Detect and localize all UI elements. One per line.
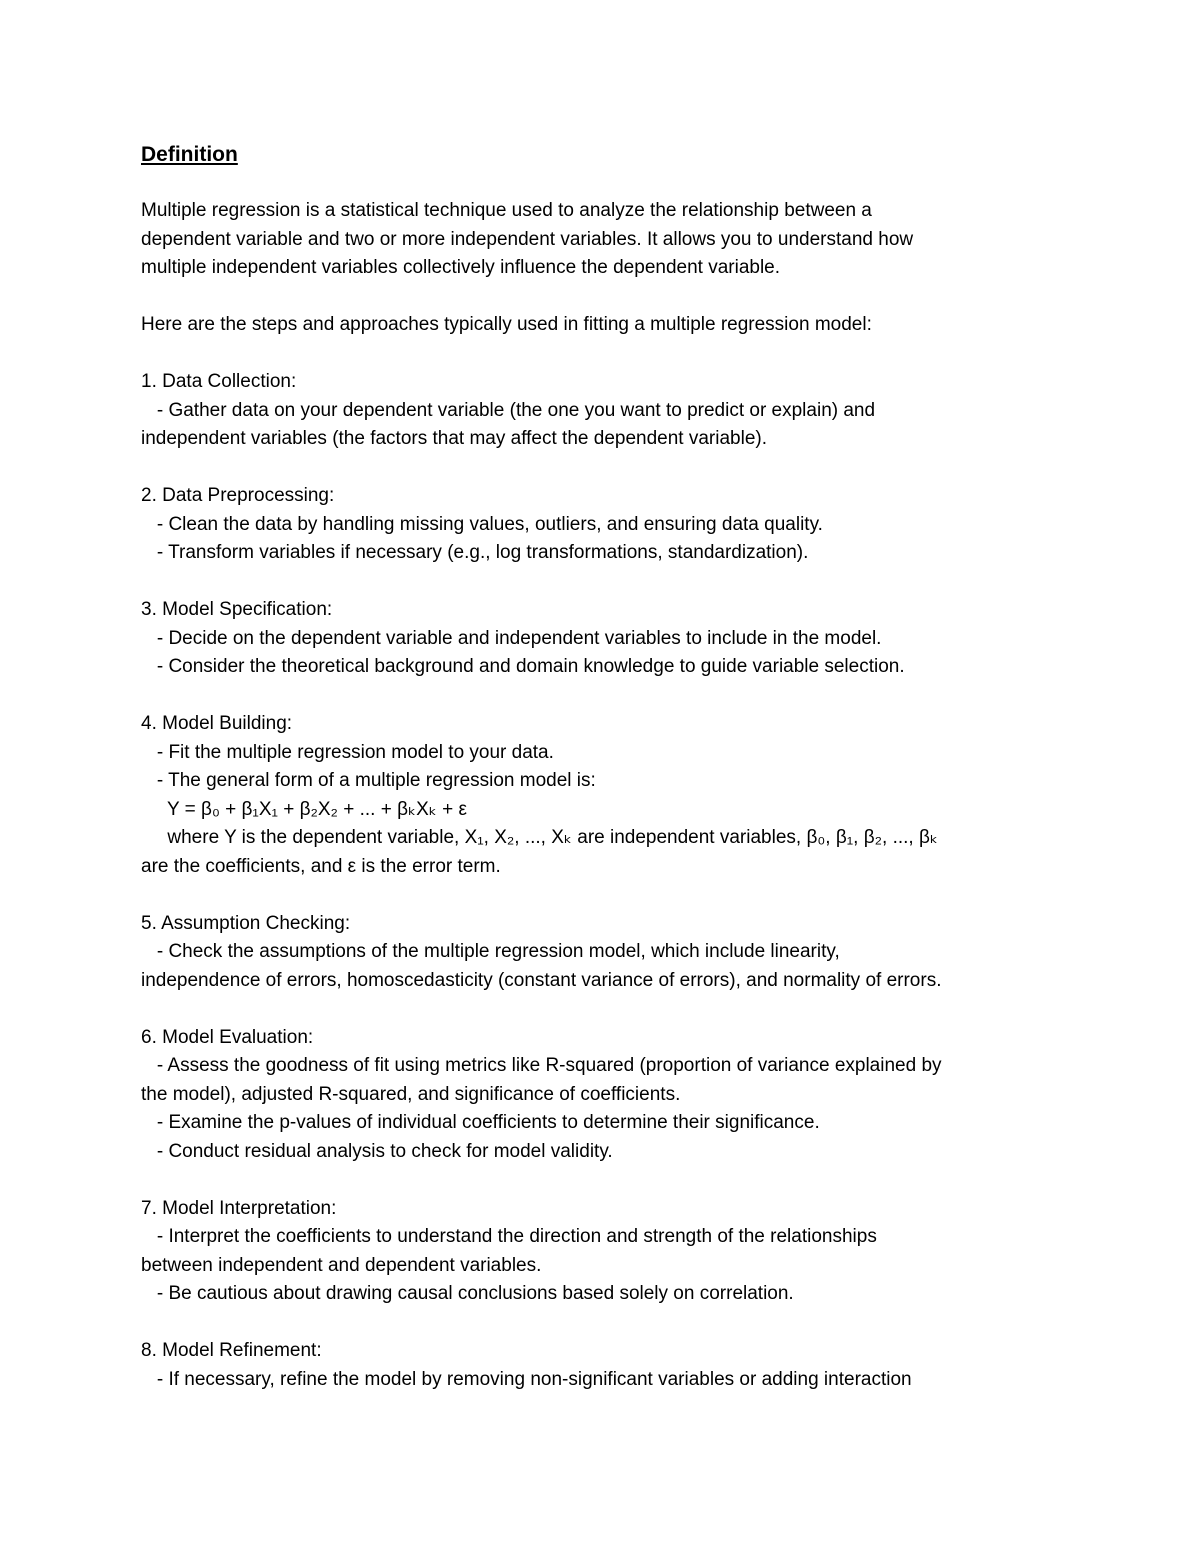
step-line: - Decide on the dependent variable and independent variables to include in the model. <box>141 627 882 649</box>
step-line: - Be cautious about drawing causal conclusions based solely on correlation. <box>141 1283 794 1304</box>
step-title: 8. Model Refinement: <box>141 1340 322 1361</box>
step-model-building <box>141 710 1061 881</box>
step-assumption-checking <box>141 910 1061 996</box>
step-line: between independent and dependent variables. <box>141 1254 542 1276</box>
intro-line: multiple independent variables collectively influence the dependent variable. <box>141 257 781 278</box>
step-line: - Assess the goodness of fit using metrics like R-squared (proportion of variance explained by <box>141 1055 942 1076</box>
step-title: 3. Model Specification: <box>141 599 333 620</box>
intro-paragraph <box>141 197 1061 283</box>
step-model-evaluation <box>141 1024 1061 1167</box>
step-data-collection <box>141 368 1061 454</box>
step-title: 7. Model Interpretation: <box>141 1197 337 1219</box>
steps-intro-line: Here are the steps and approaches typically used in fitting a multiple regression model: <box>141 314 872 335</box>
step-line: - Gather data on your dependent variable (the one you want to predict or explain) and <box>141 399 876 421</box>
step-line: - Interpret the coefficients to understand the direction and strength of the relationships <box>141 1226 877 1247</box>
step-line: - Transform variables if necessary (e.g., log transformations, standardization). <box>141 542 809 563</box>
intro-line: Multiple regression is a statistical technique used to analyze the relationship between a <box>141 200 872 221</box>
regression-formula: Y = β₀ + β₁X₁ + β₂X₂ + ... + βₖXₖ + ε <box>141 798 467 820</box>
step-line: are the coefficients, and ε is the error term. <box>141 855 501 877</box>
step-data-preprocessing <box>141 482 1061 568</box>
step-line: - Clean the data by handling missing values, outliers, and ensuring data quality. <box>141 513 823 535</box>
step-line: - The general form of a multiple regression model is: <box>141 770 596 791</box>
step-title: 5. Assumption Checking: <box>141 912 351 934</box>
step-line: - Fit the multiple regression model to your data. <box>141 741 554 763</box>
step-model-refinement <box>141 1337 1061 1394</box>
step-line: - Conduct residual analysis to check for model validity. <box>141 1140 613 1162</box>
steps-intro <box>141 311 1061 340</box>
step-title: 6. Model Evaluation: <box>141 1026 314 1048</box>
step-line: independence of errors, homoscedasticity (constant variance of errors), and normality of errors. <box>141 969 942 991</box>
step-line: - If necessary, refine the model by removing non-significant variables or adding interaction <box>141 1368 912 1390</box>
step-model-interpretation <box>141 1195 1061 1309</box>
step-line: where Y is the dependent variable, X₁, X₂, ..., Xₖ are independent variables, β₀, β₁, β₂, ..., βₖ <box>141 827 939 848</box>
step-line: - Check the assumptions of the multiple regression model, which include linearity, <box>141 941 840 962</box>
document-body <box>141 139 1061 1394</box>
step-line: - Consider the theoretical background and domain knowledge to guide variable selection. <box>141 656 905 677</box>
step-line: - Examine the p-values of individual coefficients to determine their significance. <box>141 1112 820 1133</box>
step-line: independent variables (the factors that may affect the dependent variable). <box>141 428 767 449</box>
step-title: 2. Data Preprocessing: <box>141 485 335 506</box>
step-model-specification <box>141 596 1061 682</box>
section-heading: Definition <box>141 143 238 166</box>
step-line: the model), adjusted R-squared, and significance of coefficients. <box>141 1083 681 1105</box>
intro-line: dependent variable and two or more independent variables. It allows you to understand how <box>141 228 914 250</box>
step-title: 4. Model Building: <box>141 713 293 734</box>
step-title: 1. Data Collection: <box>141 371 297 392</box>
